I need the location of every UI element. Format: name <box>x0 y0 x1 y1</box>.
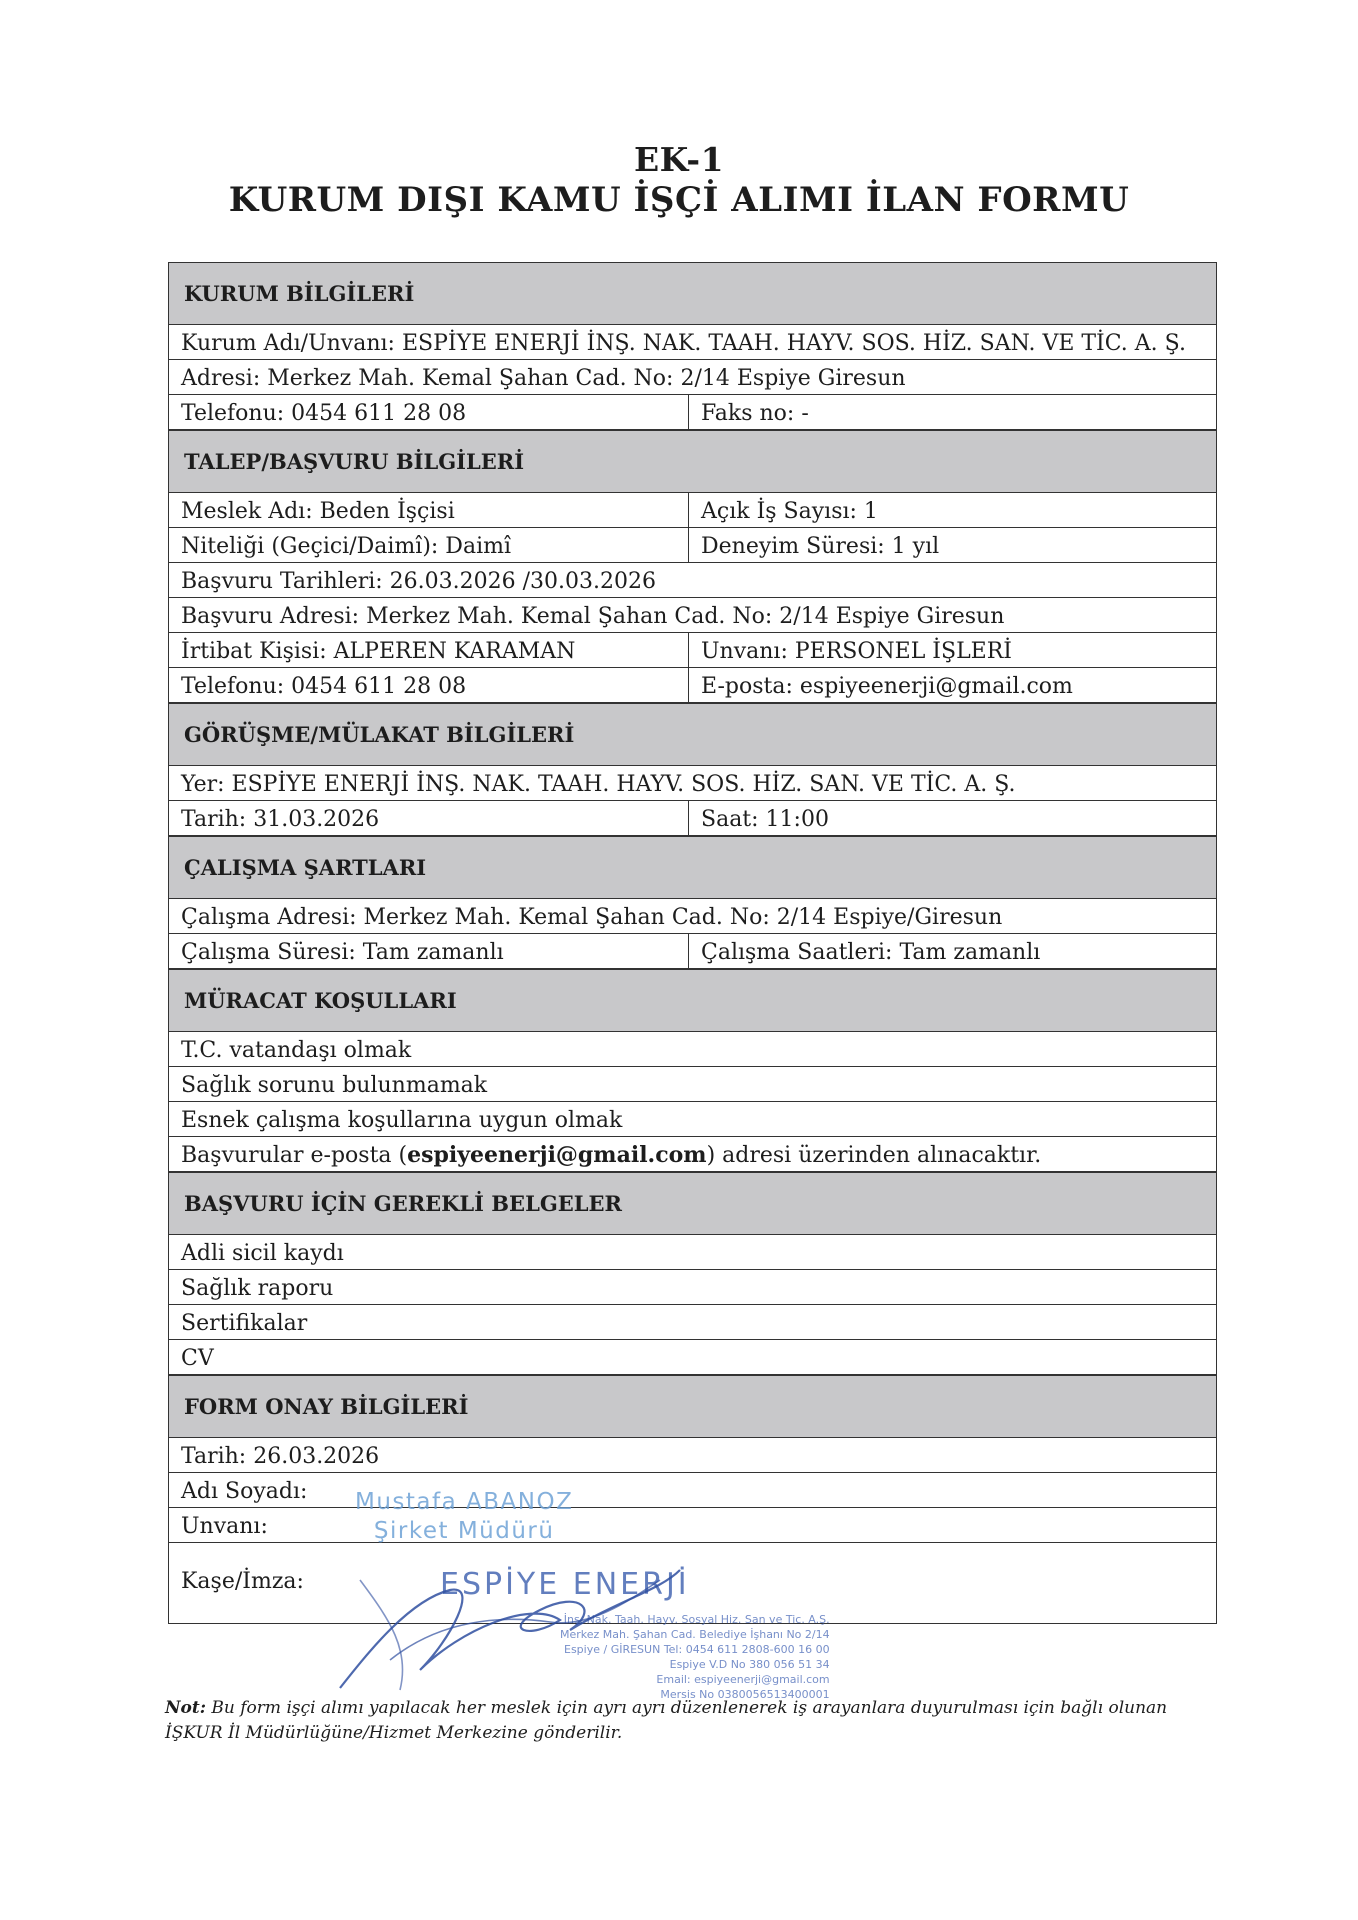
talep-telefon: Telefonu: 0454 611 28 08 <box>169 668 689 702</box>
onay-tarih: Tarih: 26.03.2026 <box>181 1444 380 1469</box>
section-kurum: KURUM BİLGİLERİ <box>169 262 1216 325</box>
basvuru-adresi: Başvuru Adresi: Merkez Mah. Kemal Şahan Cad. No: 2/14 Espiye Giresun <box>181 604 1005 629</box>
acik-is-sayisi: Açık İş Sayısı: 1 <box>701 499 878 524</box>
basvuru-text-pre: Başvurular e-posta ( <box>181 1143 408 1168</box>
section-muracat: MÜRACAT KOŞULLARI <box>169 969 1216 1032</box>
muracat-basvuru <box>169 1137 1216 1171</box>
doc-title: KURUM DIŞI KAMU İŞÇİ ALIMI İLAN FORMU <box>228 180 1130 220</box>
muracat-item: T.C. vatandaşı olmak <box>181 1038 412 1063</box>
calisma-saatleri: Çalışma Saatleri: Tam zamanlı <box>701 940 1041 965</box>
stamp-role-text: Şirket Müdürü <box>373 1518 555 1544</box>
basvuru-tarihleri: Başvuru Tarihleri: 26.03.2026 /30.03.2026 <box>181 569 656 594</box>
calisma-adresi: Çalışma Adresi: Merkez Mah. Kemal Şahan Cad. No: 2/14 Espiye/Giresun <box>181 905 1003 930</box>
kurum-telefon: Telefonu: 0454 611 28 08 <box>169 395 689 429</box>
stamp-name-text: Mustafa ABANOZ <box>355 1489 574 1515</box>
onay-adi-soyadi: Adı Soyadı: <box>181 1479 308 1504</box>
kurum-adi: Kurum Adı/Unvanı: ESPİYE ENERJİ İNŞ. NAK. TAAH. HAYV. SOS. HİZ. SAN. VE TİC. A. Ş. <box>181 331 1186 356</box>
onay-unvan: Unvanı: <box>181 1514 268 1539</box>
basvuru-email: espiyeenerji@gmail.com <box>407 1142 707 1168</box>
irtibat-kisisi: İrtibat Kişisi: ALPEREN KARAMAN <box>169 633 689 667</box>
niteligi: Niteliği (Geçici/Daimî): Daimî <box>169 528 689 562</box>
muracat-item: Esnek çalışma koşullarına uygun olmak <box>181 1108 623 1133</box>
basvuru-text-post: ) adresi üzerinden alınacaktır. <box>706 1143 1042 1168</box>
talep-eposta: E-posta: espiyeenerji@gmail.com <box>701 674 1073 699</box>
stamp-line: Espiye V.D No 380 056 51 34 <box>669 1658 830 1671</box>
stamp-signatory <box>355 1488 573 1546</box>
company-stamp-details <box>560 1612 830 1702</box>
gorusme-yer: Yer: ESPİYE ENERJİ İNŞ. NAK. TAAH. HAYV. SOS. HİZ. SAN. VE TİC. A. Ş. <box>181 772 1016 797</box>
stamp-line: Mersis No 0380056513400001 <box>660 1688 830 1701</box>
ilan-form <box>168 262 1217 1624</box>
calisma-suresi: Çalışma Süresi: Tam zamanlı <box>169 934 689 968</box>
muracat-item: Sağlık sorunu bulunmamak <box>181 1073 488 1098</box>
irtibat-unvan: Unvanı: PERSONEL İŞLERİ <box>701 639 1012 664</box>
section-talep: TALEP/BAŞVURU BİLGİLERİ <box>169 430 1216 493</box>
doc-annex-label: EK-1 <box>633 140 725 179</box>
note-text: Bu form işçi alımı yapılacak her meslek için ayrı ayrı düzenlenerek iş arayanlara duyurulması için bağlı olunan İŞKUR İl Müdürlüğüne/Hizmet Merkezine gönderilir. <box>165 1698 1168 1743</box>
deneyim-suresi: Deneyim Süresi: 1 yıl <box>701 534 940 559</box>
section-belgeler: BAŞVURU İÇİN GEREKLİ BELGELER <box>169 1172 1216 1235</box>
belge-item: Sertifikalar <box>181 1311 308 1336</box>
belge-item: CV <box>181 1346 214 1371</box>
gorusme-saat: Saat: 11:00 <box>701 807 829 832</box>
onay-kase-imza: Kaşe/İmza: <box>181 1569 304 1594</box>
section-onay: FORM ONAY BİLGİLERİ <box>169 1375 1216 1438</box>
stamp-line: İnş. Nak. Taah. Hayv. Sosyal Hiz. San ve Tic. A.Ş. <box>563 1613 830 1626</box>
belge-item: Sağlık raporu <box>181 1276 334 1301</box>
kurum-adres: Adresi: Merkez Mah. Kemal Şahan Cad. No: 2/14 Espiye Giresun <box>181 366 906 391</box>
stamp-line: Merkez Mah. Şahan Cad. Belediye İşhanı No 2/14 <box>560 1628 830 1641</box>
belge-item: Adli sicil kaydı <box>181 1241 344 1266</box>
note-label: Not: <box>165 1698 207 1718</box>
stamp-line: Espiye / GİRESUN Tel: 0454 611 2808-600 16 00 <box>564 1643 830 1656</box>
footer-note <box>165 1696 1225 1746</box>
section-gorusme: GÖRÜŞME/MÜLAKAT BİLGİLERİ <box>169 703 1216 766</box>
kurum-faks: Faks no: - <box>701 401 809 426</box>
section-calisma: ÇALIŞMA ŞARTLARI <box>169 836 1216 899</box>
stamp-line: Email: espiyeenerji@gmail.com <box>656 1673 830 1686</box>
gorusme-tarih: Tarih: 31.03.2026 <box>169 801 689 835</box>
meslek-adi: Meslek Adı: Beden İşçisi <box>169 493 689 527</box>
company-stamp-logo: ESPİYE ENERJİ <box>440 1567 690 1602</box>
